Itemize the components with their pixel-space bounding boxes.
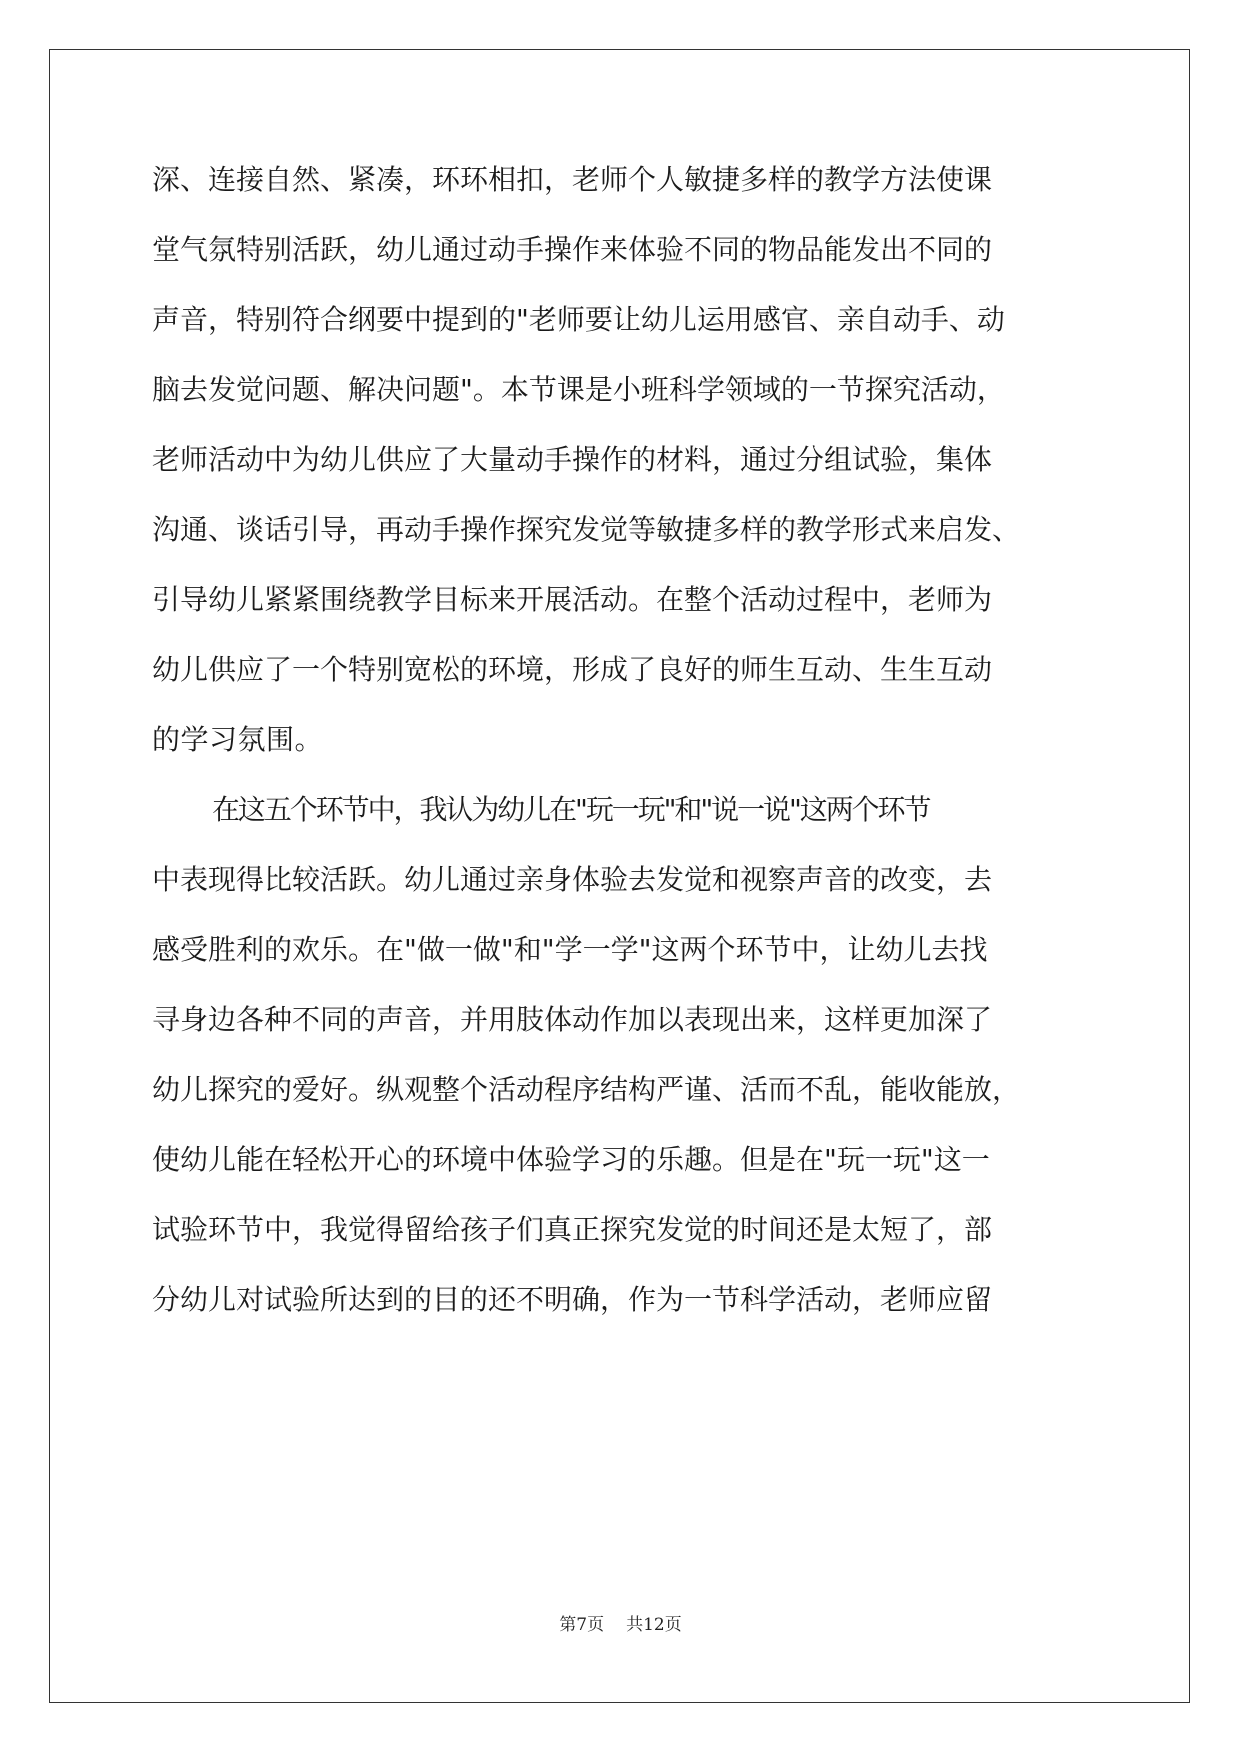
text-line — [152, 290, 1092, 360]
page-footer — [0, 1610, 1241, 1635]
text-line — [152, 640, 1092, 710]
text-line-content: 在这五个环节中，我认为幼儿在"玩一玩"和"说一说"这两个环节 — [212, 793, 930, 826]
text-line-content: 深、连接自然、紧凑，环环相扣，老师个人敏捷多样的教学方法使课 — [152, 163, 993, 196]
text-line-content: 老师活动中为幼儿供应了大量动手操作的材料，通过分组试验，集体 — [152, 443, 993, 476]
text-line-content: 声音，特别符合纲要中提到的"老师要让幼儿运用感官、亲自动手、动 — [152, 303, 1005, 336]
text-line — [152, 1060, 1092, 1130]
text-line — [152, 1130, 1092, 1200]
page-total: 共12页 — [626, 1615, 682, 1635]
text-line — [152, 220, 1092, 290]
text-line-content: 脑去发觉问题、解决问题"。本节课是小班科学领域的一节探究活动， — [152, 373, 1005, 406]
text-line — [152, 850, 1092, 920]
text-line — [152, 360, 1092, 430]
text-line-content: 堂气氛特别活跃，幼儿通过动手操作来体验不同的物品能发出不同的 — [152, 233, 993, 266]
text-line — [152, 1270, 1092, 1340]
document-body — [152, 150, 1092, 1340]
text-line — [152, 500, 1092, 570]
text-line-content: 幼儿探究的爱好。纵观整个活动程序结构严谨、活而不乱，能收能放， — [152, 1073, 1021, 1106]
text-line — [152, 920, 1092, 990]
text-line-content: 引导幼儿紧紧围绕教学目标来开展活动。在整个活动过程中，老师为 — [152, 583, 993, 616]
text-line-content: 感受胜利的欢乐。在"做一做"和"学一学"这两个环节中，让幼儿去找 — [152, 933, 988, 966]
text-line — [152, 150, 1092, 220]
text-line-content: 使幼儿能在轻松开心的环境中体验学习的乐趣。但是在"玩一玩"这一 — [152, 1143, 990, 1176]
text-line-content: 试验环节中，我觉得留给孩子们真正探究发觉的时间还是太短了，部 — [152, 1213, 993, 1246]
text-line — [152, 1200, 1092, 1270]
text-line-content: 沟通、谈话引导，再动手操作探究发觉等敏捷多样的教学形式来启发、 — [152, 513, 1021, 546]
text-line — [152, 710, 1092, 780]
text-line — [152, 780, 1092, 850]
text-line-content: 寻身边各种不同的声音，并用肢体动作加以表现出来，这样更加深了 — [152, 1003, 993, 1036]
text-line-content: 幼儿供应了一个特别宽松的环境，形成了良好的师生互动、生生互动 — [152, 653, 993, 686]
text-line — [152, 990, 1092, 1060]
text-line-content: 的学习氛围。 — [152, 723, 324, 756]
text-line-content: 分幼儿对试验所达到的目的还不明确，作为一节科学活动，老师应留 — [152, 1283, 993, 1316]
text-line-content: 中表现得比较活跃。幼儿通过亲身体验去发觉和视察声音的改变，去 — [152, 863, 993, 896]
page-number: 第7页 — [559, 1615, 605, 1635]
text-line — [152, 570, 1092, 640]
text-line — [152, 430, 1092, 500]
